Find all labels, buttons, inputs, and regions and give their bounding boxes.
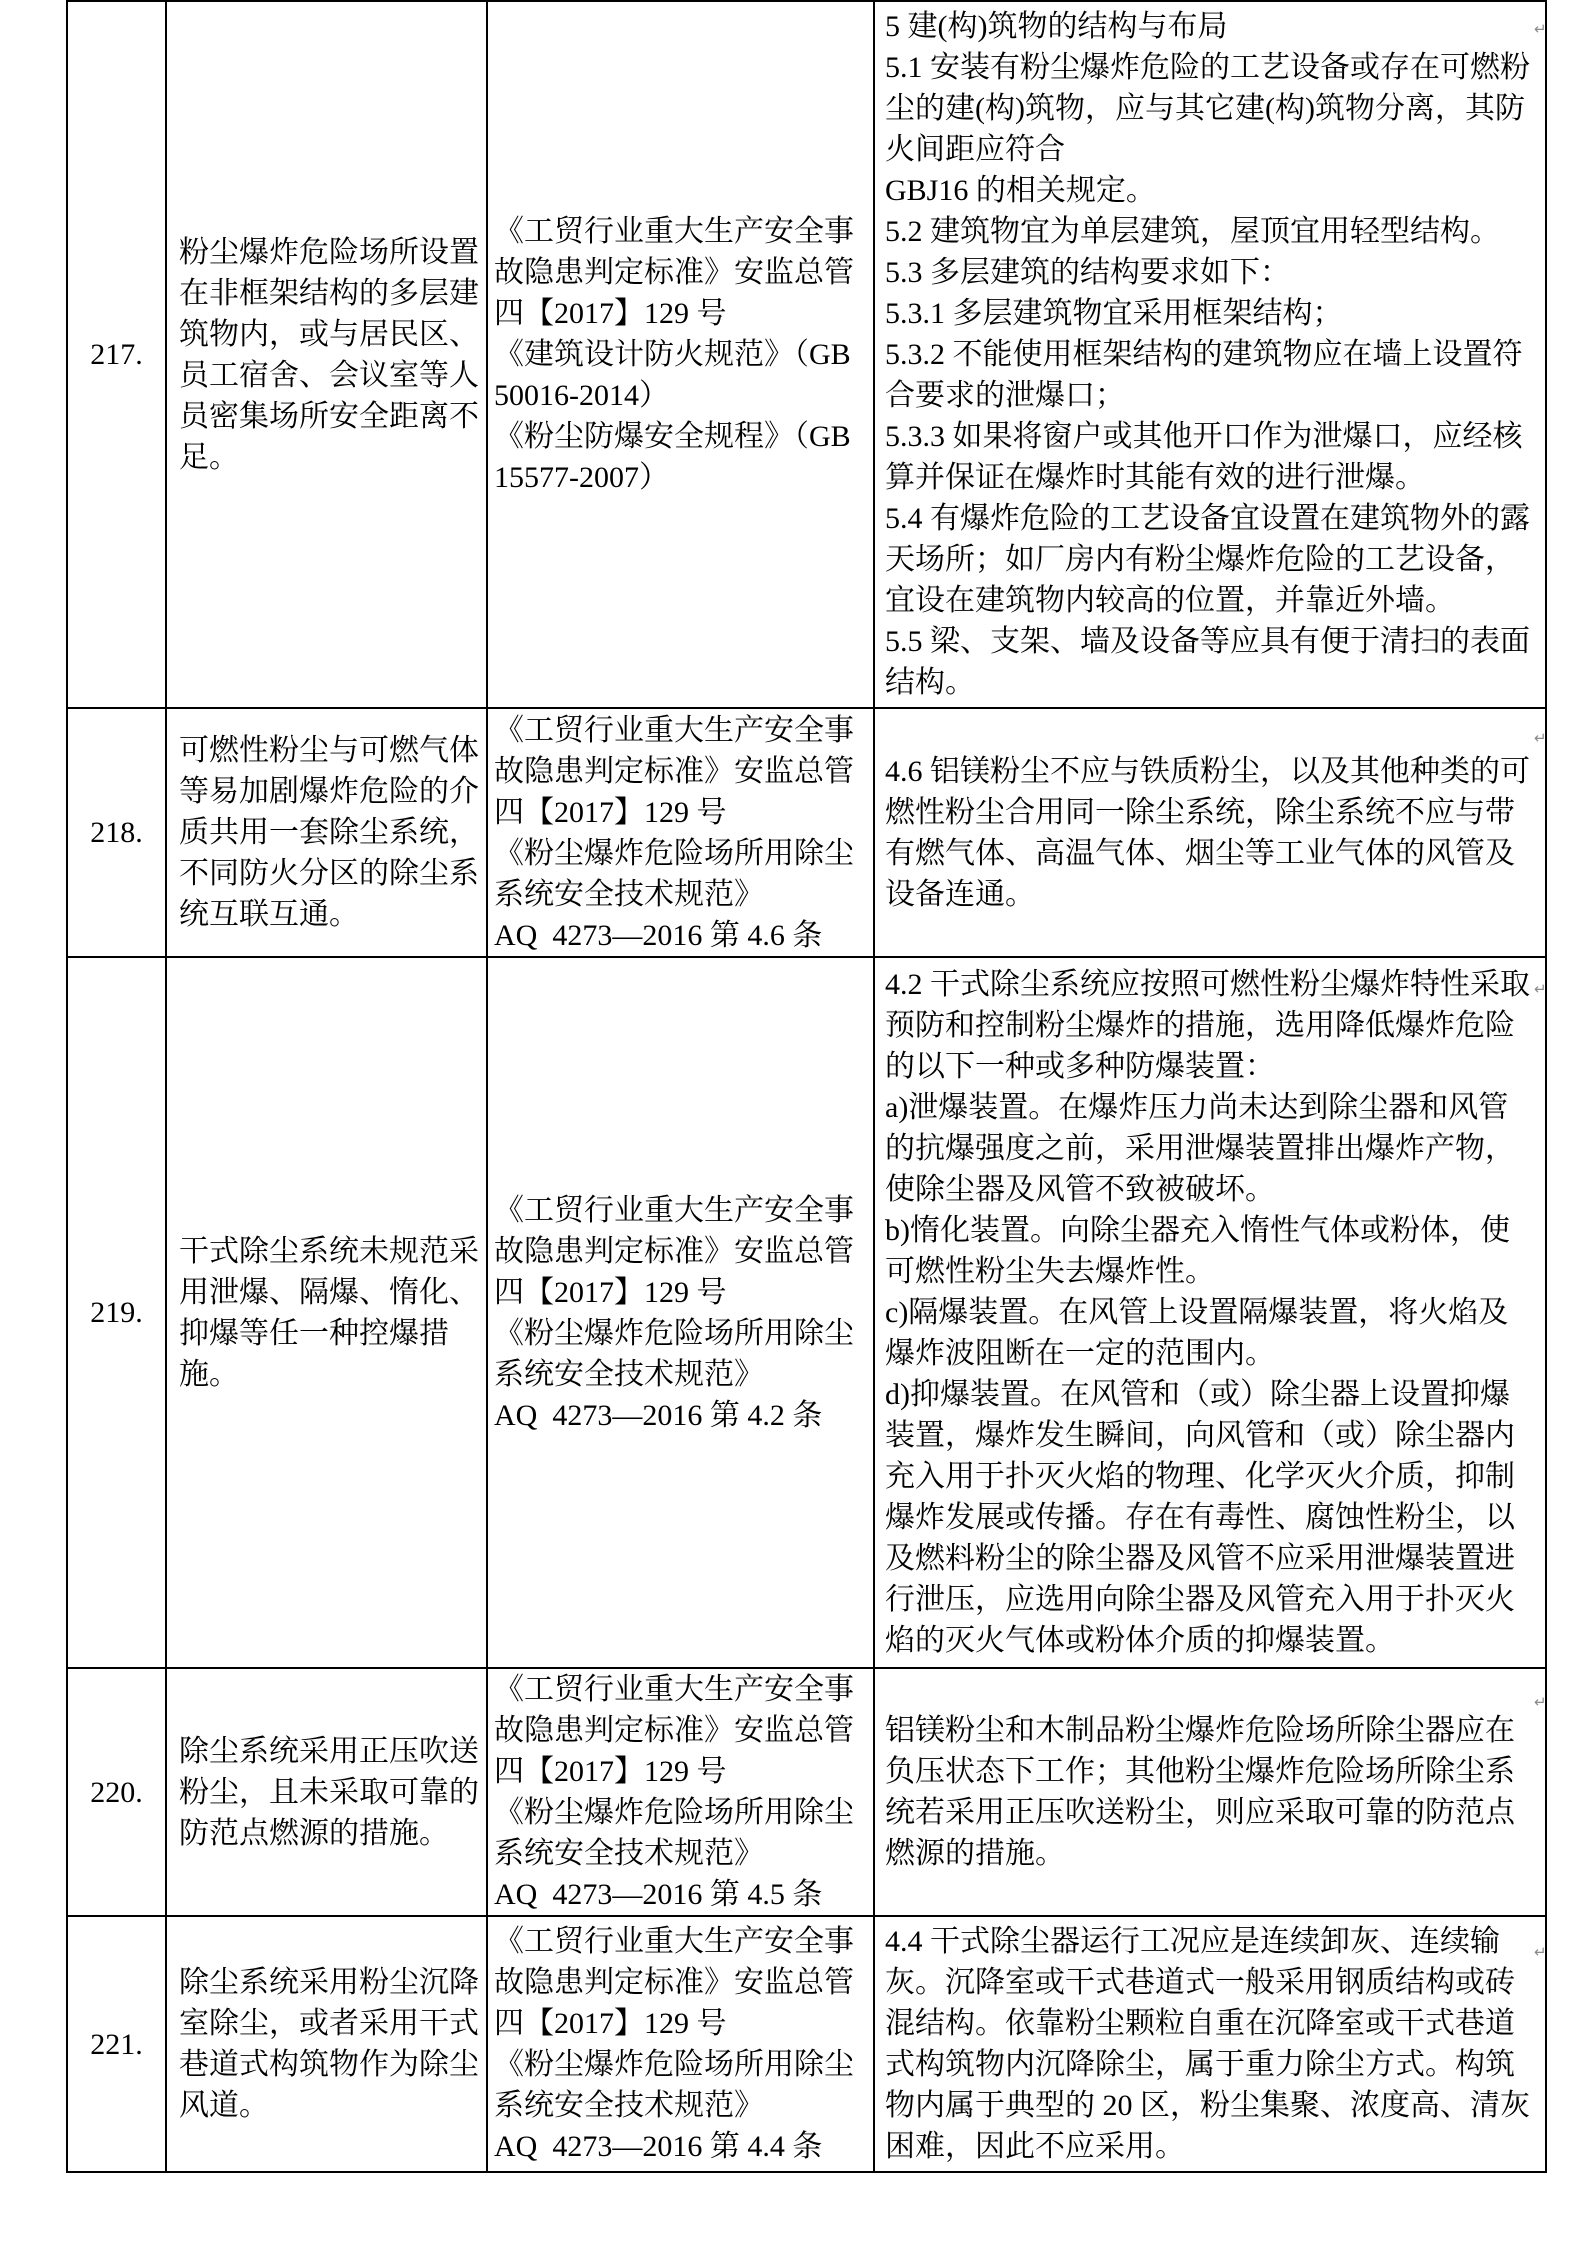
- row-number: 219.: [90, 1296, 143, 1329]
- detail-cell: [874, 957, 1546, 1668]
- basis-paragraph: 《工贸行业重大生产安全事故隐患判定标准》安监总管四【2017】129 号: [494, 1925, 854, 2040]
- row-number: 221.: [90, 2027, 143, 2061]
- detail-paragraph: 5.3 多层建筑的结构要求如下：: [885, 256, 1290, 289]
- detail-paragraph: 5.3.3 如果将窗户或其他开口作为泄爆口，应经核算并保证在爆炸时其能有效的进行泄爆。: [885, 420, 1523, 494]
- basis-cell: [487, 1916, 874, 2172]
- basis-cell: [487, 1, 874, 708]
- detail-paragraph: 4.4 干式除尘器运行工况应是连续卸灰、连续输灰。沉降室或干式巷道式一般采用钢质结构或砖混结构。依靠粉尘颗粒自重在沉降室或干式巷道式构筑物内沉降除尘，属于重力除尘方式。构筑物内属于典型的 20 区，粉尘集聚、浓度高、清灰困难，因此不应采用。: [885, 1925, 1530, 2163]
- table-row: [67, 708, 1546, 957]
- row-number-cell: [67, 1916, 166, 2172]
- basis-paragraph: AQ 4273—2016 第 4.6 条: [494, 918, 823, 952]
- paragraph-mark-icon: ↵: [1534, 20, 1547, 38]
- hazard-table: [66, 0, 1547, 2173]
- detail-cell: [874, 708, 1546, 957]
- hazard-description-cell: [166, 1668, 487, 1916]
- hazard-description: 粉尘爆炸危险场所设置在非框架结构的多层建筑物内，或与居民区、员工宿舍、会议室等人员密集场所安全距离不足。: [179, 235, 479, 474]
- detail-paragraph: 5.3.2 不能使用框架结构的建筑物应在墙上设置符合要求的泄爆口；: [885, 338, 1523, 412]
- hazard-description: 除尘系统采用正压吹送粉尘，且未采取可靠的防范点燃源的措施。: [179, 1734, 479, 1850]
- basis-paragraph: 《粉尘爆炸危险场所用除尘系统安全技术规范》: [494, 836, 854, 911]
- hazard-description-cell: [166, 1, 487, 708]
- basis-cell: [487, 708, 874, 957]
- basis-paragraph: AQ 4273—2016 第 4.4 条: [494, 2130, 823, 2163]
- table-row: [67, 1668, 1546, 1916]
- detail-paragraph: 4.2 干式除尘系统应按照可燃性粉尘爆炸特性采取预防和控制粉尘爆炸的措施，选用降低爆炸危险的以下一种或多种防爆装置：: [885, 968, 1530, 1083]
- basis-paragraph: 《工贸行业重大生产安全事故隐患判定标准》安监总管四【2017】129 号: [494, 1193, 854, 1309]
- hazard-description: 除尘系统采用粉尘沉降室除尘，或者采用干式巷道式构筑物作为除尘风道。: [179, 1966, 479, 2122]
- basis-cell: [487, 957, 874, 1668]
- detail-paragraph: GBJ16 的相关规定。: [885, 174, 1156, 207]
- hazard-description-cell: [166, 957, 487, 1668]
- row-number-cell: [67, 708, 166, 957]
- detail-paragraph: 5.5 梁、支架、墙及设备等应具有便于清扫的表面结构。: [885, 625, 1530, 699]
- detail-paragraph: d)抑爆装置。在风管和（或）除尘器上设置抑爆装置，爆炸发生瞬间，向风管和（或）除尘器内充入用于扑灭火焰的物理、化学灭火介质，抑制爆炸发展或传播。存在有毒性、腐蚀性粉尘，以及燃料粉尘的除尘器及风管不应采用泄爆装置进行泄压，应选用向除尘器及风管充入用于扑灭火焰的灭火气体或粉体介质的抑爆装置。: [885, 1378, 1515, 1657]
- hazard-description: 干式除尘系统未规范采用泄爆、隔爆、惰化、抑爆等任一种控爆措施。: [179, 1234, 479, 1391]
- detail-paragraph: b)惰化装置。向除尘器充入惰性气体或粉体，使可燃性粉尘失去爆炸性。: [885, 1214, 1510, 1288]
- detail-cell: [874, 1, 1546, 708]
- row-number-cell: [67, 1, 166, 708]
- paragraph-mark-icon: ↵: [1534, 980, 1547, 998]
- detail-cell: [874, 1668, 1546, 1916]
- basis-cell: [487, 1668, 874, 1916]
- basis-paragraph: 《粉尘爆炸危险场所用除尘系统安全技术规范》: [494, 1316, 854, 1391]
- basis-paragraph: AQ 4273—2016 第 4.2 条: [494, 1398, 823, 1432]
- hazard-description-cell: [166, 1916, 487, 2172]
- basis-paragraph: 《粉尘爆炸危险场所用除尘系统安全技术规范》: [494, 1796, 854, 1870]
- basis-paragraph: 《工贸行业重大生产安全事故隐患判定标准》安监总管四【2017】129 号: [494, 713, 854, 829]
- detail-paragraph: 5 建(构)筑物的结构与布局: [885, 10, 1228, 43]
- basis-paragraph: 《工贸行业重大生产安全事故隐患判定标准》安监总管四【2017】129 号: [494, 215, 854, 330]
- table-row: [67, 957, 1546, 1668]
- detail-paragraph: 5.1 安装有粉尘爆炸危险的工艺设备或存在可燃粉尘的建(构)筑物，应与其它建(构)筑物分离，其防火间距应符合: [885, 51, 1530, 166]
- paragraph-mark-icon: ↵: [1534, 729, 1547, 747]
- detail-paragraph: a)泄爆装置。在爆炸压力尚未达到除尘器和风管的抗爆强度之前，采用泄爆装置排出爆炸产物，使除尘器及风管不致被破坏。: [885, 1091, 1515, 1206]
- detail-paragraph: c)隔爆装置。在风管上设置隔爆装置，将火焰及爆炸波阻断在一定的范围内。: [885, 1296, 1509, 1370]
- row-number-cell: [67, 957, 166, 1668]
- basis-paragraph: AQ 4273—2016 第 4.5 条: [494, 1878, 823, 1911]
- detail-paragraph: 铝镁粉尘和木制品粉尘爆炸危险场所除尘器应在负压状态下工作；其他粉尘爆炸危险场所除尘系统若采用正压吹送粉尘，则应采取可靠的防范点燃源的措施。: [885, 1714, 1515, 1870]
- row-number-cell: [67, 1668, 166, 1916]
- basis-paragraph: 《粉尘爆炸危险场所用除尘系统安全技术规范》: [494, 2048, 854, 2122]
- detail-paragraph: 5.2 建筑物宜为单层建筑，屋顶宜用轻型结构。: [885, 215, 1500, 248]
- paragraph-mark-icon: ↵: [1534, 1943, 1547, 1961]
- detail-paragraph: 5.3.1 多层建筑物宜采用框架结构；: [885, 297, 1343, 330]
- detail-paragraph: 4.6 铝镁粉尘不应与铁质粉尘，以及其他种类的可燃性粉尘合用同一除尘系统，除尘系统不应与带有燃气体、高温气体、烟尘等工业气体的风管及设备连通。: [885, 754, 1530, 911]
- row-number: 220.: [90, 1775, 143, 1809]
- basis-paragraph: 《粉尘防爆安全规程》（GB 15577-2007）: [494, 420, 859, 494]
- row-number: 217.: [90, 338, 143, 371]
- basis-paragraph: 《工贸行业重大生产安全事故隐患判定标准》安监总管四【2017】129 号: [494, 1673, 854, 1788]
- detail-cell: [874, 1916, 1546, 2172]
- table-row: [67, 1916, 1546, 2172]
- row-number: 218.: [90, 816, 143, 849]
- basis-paragraph: 《建筑设计防火规范》（GB 50016-2014）: [494, 338, 859, 412]
- paragraph-mark-icon: ↵: [1534, 1693, 1547, 1711]
- hazard-description-cell: [166, 708, 487, 957]
- table-row: [67, 1, 1546, 708]
- detail-paragraph: 5.4 有爆炸危险的工艺设备宜设置在建筑物外的露天场所；如厂房内有粉尘爆炸危险的工艺设备，宜设在建筑物内较高的位置，并靠近外墙。: [885, 502, 1530, 617]
- hazard-description: 可燃性粉尘与可燃气体等易加剧爆炸危险的介质共用一套除尘系统，不同防火分区的除尘系统互联互通。: [179, 734, 479, 931]
